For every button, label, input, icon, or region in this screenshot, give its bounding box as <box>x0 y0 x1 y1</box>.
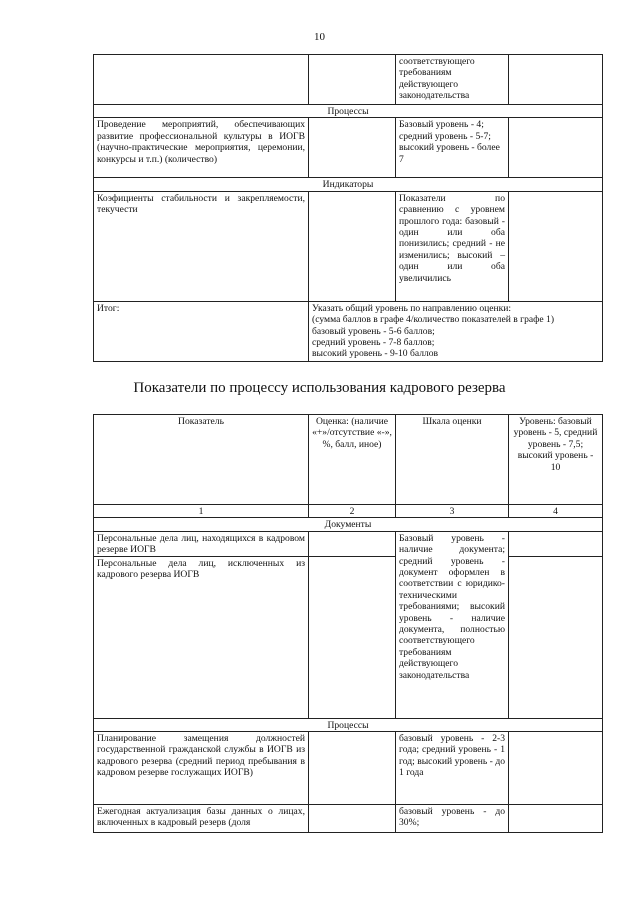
total-line: базовый уровень - 5-6 баллов; <box>312 325 435 337</box>
table-row <box>94 118 603 178</box>
scale-cell: базовый уровень - до 30%; <box>396 805 509 833</box>
column-number: 2 <box>309 505 396 518</box>
table-cell <box>309 191 396 301</box>
table-cell <box>509 805 603 833</box>
section-title-indicators: Индикаторы <box>94 178 603 191</box>
indicator-cell: Персональные дела лиц, исключенных из кадрового резерва ИОГВ <box>94 556 309 718</box>
table-cell <box>94 55 309 105</box>
total-description <box>309 301 603 361</box>
section-row <box>94 518 603 531</box>
table-cell <box>509 118 603 178</box>
scale-cell: базовый уровень - 2-3 года; средний уровень - 1 год; высокий уровень - до 1 года <box>396 732 509 805</box>
page-number: 10 <box>314 31 325 43</box>
reserve-indicators-table <box>93 414 603 833</box>
header-indicator: Показатель <box>94 415 309 505</box>
section-title-processes: Процессы <box>94 718 603 731</box>
header-row <box>94 415 603 505</box>
total-line: Указать общий уровень по направлению оценки: <box>312 302 512 314</box>
table-cell <box>309 531 396 556</box>
section-title-processes: Процессы <box>94 105 603 118</box>
table-cell <box>509 191 603 301</box>
indicator-cell: Планирование замещения должностей государственной гражданской службы в ИОГВ из кадрового резерва (средний период пребывания в кадровом резерве гослужащих ИОГВ) <box>94 732 309 805</box>
column-number: 3 <box>396 505 509 518</box>
total-row <box>94 301 603 361</box>
column-number-row <box>94 505 603 518</box>
section-row <box>94 105 603 118</box>
table-cell <box>309 556 396 718</box>
table-row <box>94 55 603 105</box>
table-cell <box>509 556 603 718</box>
table-row <box>94 531 603 556</box>
indicator-cell: Персональные дела лиц, находящихся в кадровом резерве ИОГВ <box>94 531 309 556</box>
table-row <box>94 556 603 718</box>
section-row <box>94 718 603 731</box>
scale-cell: Базовый уровень - наличие документа; средний уровень - документ оформлен в соответствии с юридико-техническими требованиями; высокий уровень - наличие документа, полностью соответствующего требованиям действующего законодательства <box>396 531 509 718</box>
indicator-cell: Ежегодная актуализация базы данных о лицах, включенных в кадровый резерв (доля <box>94 805 309 833</box>
table-row <box>94 191 603 301</box>
scale-cell: соответствующего требованиям действующего законодательства <box>396 55 509 105</box>
scale-cell: Показатели по сравнению с уровнем прошлого года: базовый - один или оба понизились; средний - не изменились; высокий – один или оба увеличились <box>396 191 509 301</box>
total-line: (сумма баллов в графе 4/количество показателей в графе 1) <box>312 314 555 326</box>
column-number: 1 <box>94 505 309 518</box>
table-row <box>94 732 603 805</box>
indicator-cell: Коэфициенты стабильности и закрепляемости, текучести <box>94 191 309 301</box>
indicator-cell: Проведение мероприятий, обеспечивающих развитие профессиональной культуры в ИОГВ (научно-практические мероприятия, церемонии, конкурсы и т.п.) (количество) <box>94 118 309 178</box>
header-level: Уровень: базовый уровень - 5, средний уровень - 7,5; высокий уровень - 10 <box>509 415 603 505</box>
table-row <box>94 805 603 833</box>
section-title-documents: Документы <box>94 518 603 531</box>
header-scale: Шкала оценки <box>396 415 509 505</box>
table-cell <box>509 55 603 105</box>
total-label: Итог: <box>94 301 309 361</box>
table-cell <box>309 805 396 833</box>
scale-cell: Базовый уровень - 4; средний уровень - 5-7; высокий уровень - более 7 <box>396 118 509 178</box>
table-cell <box>309 118 396 178</box>
column-number: 4 <box>509 505 603 518</box>
table-cell <box>309 55 396 105</box>
table-cell <box>309 732 396 805</box>
total-line: высокий уровень - 9-10 баллов <box>312 348 439 360</box>
section-row <box>94 178 603 191</box>
table-cell <box>509 531 603 556</box>
assessment-table-continued <box>93 54 603 362</box>
header-evaluation: Оценка: (наличие «+»/отсутствие «-», %, балл, иное) <box>309 415 396 505</box>
total-line: средний уровень - 7-8 баллов; <box>312 337 435 349</box>
section-heading: Показатели по процессу использования кадрового резерва <box>133 380 506 396</box>
table-cell <box>509 732 603 805</box>
